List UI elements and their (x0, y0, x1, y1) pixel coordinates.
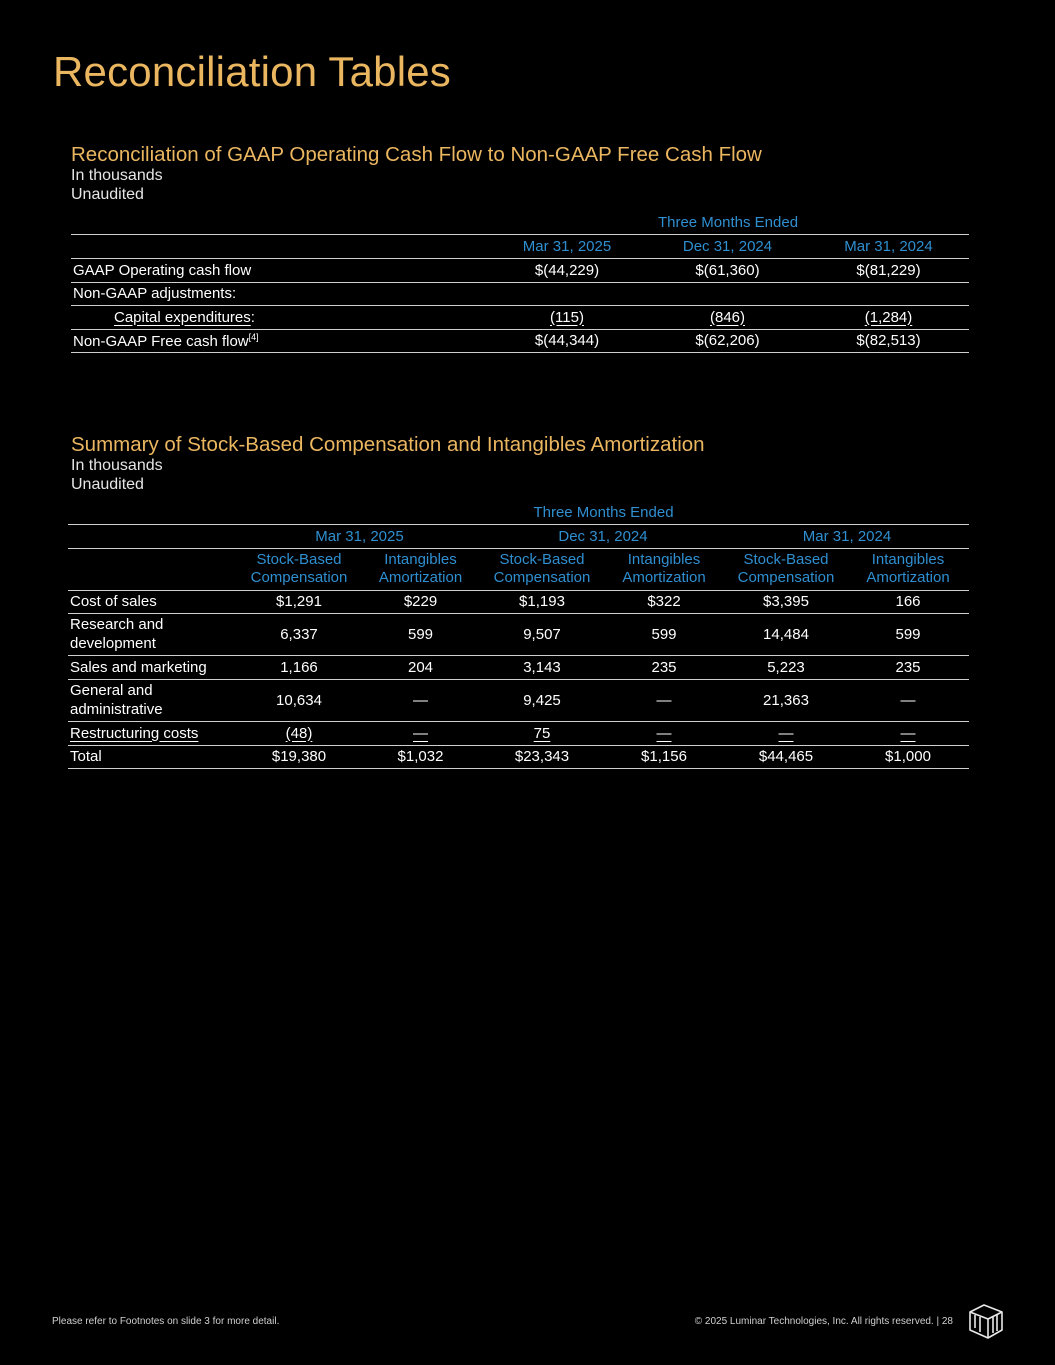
table-row (68, 655, 969, 679)
luminar-logo-icon (966, 1300, 1006, 1342)
fcf-unit: In thousands (71, 167, 163, 184)
cell: (48) (285, 724, 313, 742)
cell: — (778, 724, 794, 742)
fcf-period-row (71, 211, 969, 234)
sbc-sub-header (847, 548, 969, 590)
sbc-table (68, 501, 969, 769)
sbc-period-headers (68, 524, 969, 548)
row-label (68, 613, 238, 655)
cell: $44,465 (725, 745, 847, 768)
cell: $(44,344) (487, 329, 647, 352)
sbc-status: Unaudited (71, 476, 144, 493)
sub-header-line: Compensation (493, 569, 591, 586)
row-label: Sales and marketing (68, 655, 238, 679)
row-label: Cost of sales (68, 590, 238, 613)
sbc-period: Mar 31, 2025 (238, 524, 481, 548)
table-row (68, 745, 969, 768)
row-label (68, 679, 238, 721)
sbc-sub-header (481, 548, 603, 590)
row-label: Non-GAAP adjustments: (71, 282, 487, 305)
cell: $1,193 (481, 590, 603, 613)
cell: 9,507 (481, 613, 603, 655)
label-line: administrative (70, 701, 163, 718)
label-line: development (70, 635, 156, 652)
sbc-period: Dec 31, 2024 (481, 524, 725, 548)
footnote-reference: Please refer to Footnotes on slide 3 for more detail. (52, 1316, 280, 1327)
cell: — (413, 724, 428, 742)
footnote-ref: [4] (248, 331, 259, 342)
cell: 599 (847, 613, 969, 655)
cell: 21,363 (725, 679, 847, 721)
fcf-title: Reconciliation of GAAP Operating Cash Flow to Non-GAAP Free Cash Flow (71, 143, 762, 166)
row-label: GAAP Operating cash flow (71, 258, 487, 282)
cell: 75 (533, 724, 551, 742)
copyright: © 2025 Luminar Technologies, Inc. All rights reserved. | 28 (694, 1316, 953, 1327)
sbc-section (71, 434, 705, 494)
cell: 166 (847, 590, 969, 613)
sub-header-line: Compensation (737, 569, 835, 586)
row-label (71, 305, 487, 329)
sbc-sub-headers (68, 548, 969, 590)
cell: — (656, 724, 672, 742)
cell: $1,032 (360, 745, 481, 768)
fcf-col-header: Mar 31, 2024 (808, 234, 969, 258)
cell: 235 (847, 655, 969, 679)
cell: $229 (360, 590, 481, 613)
cell: (846) (709, 308, 746, 326)
cell: — (847, 679, 969, 721)
cell: 1,166 (238, 655, 360, 679)
cell: $19,380 (238, 745, 360, 768)
cell: 204 (360, 655, 481, 679)
fcf-table (71, 211, 969, 353)
cell: — (603, 679, 725, 721)
cell: 599 (360, 613, 481, 655)
fcf-col-header: Mar 31, 2025 (487, 234, 647, 258)
cell: $322 (603, 590, 725, 613)
fcf-period-header: Three Months Ended (657, 213, 799, 231)
sbc-sub-header (603, 548, 725, 590)
cell: $1,000 (847, 745, 969, 768)
sbc-period: Mar 31, 2024 (725, 524, 969, 548)
sub-header-line: Compensation (250, 569, 348, 586)
cell: 9,425 (481, 679, 603, 721)
sub-header-line: Amortization (378, 569, 463, 586)
cell: — (360, 679, 481, 721)
cell: 3,143 (481, 655, 603, 679)
sub-header-line: Intangibles (871, 551, 945, 568)
sbc-sub-header (238, 548, 360, 590)
cell: 6,337 (238, 613, 360, 655)
cell: $1,291 (238, 590, 360, 613)
sbc-period-row (68, 501, 969, 524)
restructuring-label: Restructuring costs (70, 724, 199, 742)
fcf-col-header: Dec 31, 2024 (647, 234, 808, 258)
sub-header-line: Amortization (866, 569, 950, 586)
cell: $(82,513) (808, 329, 969, 352)
cell: $(81,229) (808, 258, 969, 282)
cell: 599 (603, 613, 725, 655)
cell: (1,284) (864, 308, 913, 326)
sbc-sub-header (725, 548, 847, 590)
cell: 14,484 (725, 613, 847, 655)
cell: $(62,206) (647, 329, 808, 352)
fcf-status: Unaudited (71, 186, 144, 203)
cell: $(44,229) (487, 258, 647, 282)
sbc-period-header: Three Months Ended (533, 503, 674, 521)
table-row (71, 329, 969, 352)
capex-label: Capital expenditures (114, 308, 251, 326)
sbc-sub-header (360, 548, 481, 590)
fcf-column-row (71, 234, 969, 258)
table-row (71, 305, 969, 329)
table-row (68, 721, 969, 745)
cell: $1,156 (603, 745, 725, 768)
cell: (115) (550, 308, 584, 326)
page-title: Reconciliation Tables (53, 48, 451, 95)
label-line: General and (70, 682, 153, 699)
table-row (68, 679, 969, 721)
sub-header-line: Stock-Based (256, 551, 342, 568)
cell: $(61,360) (647, 258, 808, 282)
cell: 235 (603, 655, 725, 679)
cell: — (900, 724, 916, 742)
table-row (71, 258, 969, 282)
sbc-title: Summary of Stock-Based Compensation and Intangibles Amortization (71, 433, 705, 456)
fcf-total-label: Non-GAAP Free cash flow (73, 332, 249, 350)
cell: 5,223 (725, 655, 847, 679)
cell: 10,634 (238, 679, 360, 721)
cell: $3,395 (725, 590, 847, 613)
sub-header-line: Amortization (622, 569, 706, 586)
row-label: Total (68, 745, 238, 768)
table-row (68, 590, 969, 613)
sub-header-line: Intangibles (384, 551, 457, 568)
sub-header-line: Intangibles (627, 551, 701, 568)
table-row (68, 613, 969, 655)
row-label (71, 329, 487, 352)
cell: $23,343 (481, 745, 603, 768)
label-suffix: : (250, 308, 255, 326)
sub-header-line: Stock-Based (743, 551, 829, 568)
row-label (68, 721, 238, 745)
sbc-unit: In thousands (71, 457, 163, 474)
fcf-section (71, 144, 762, 204)
table-row (71, 282, 969, 305)
label-line: Research and (70, 616, 164, 633)
sub-header-line: Stock-Based (499, 551, 585, 568)
